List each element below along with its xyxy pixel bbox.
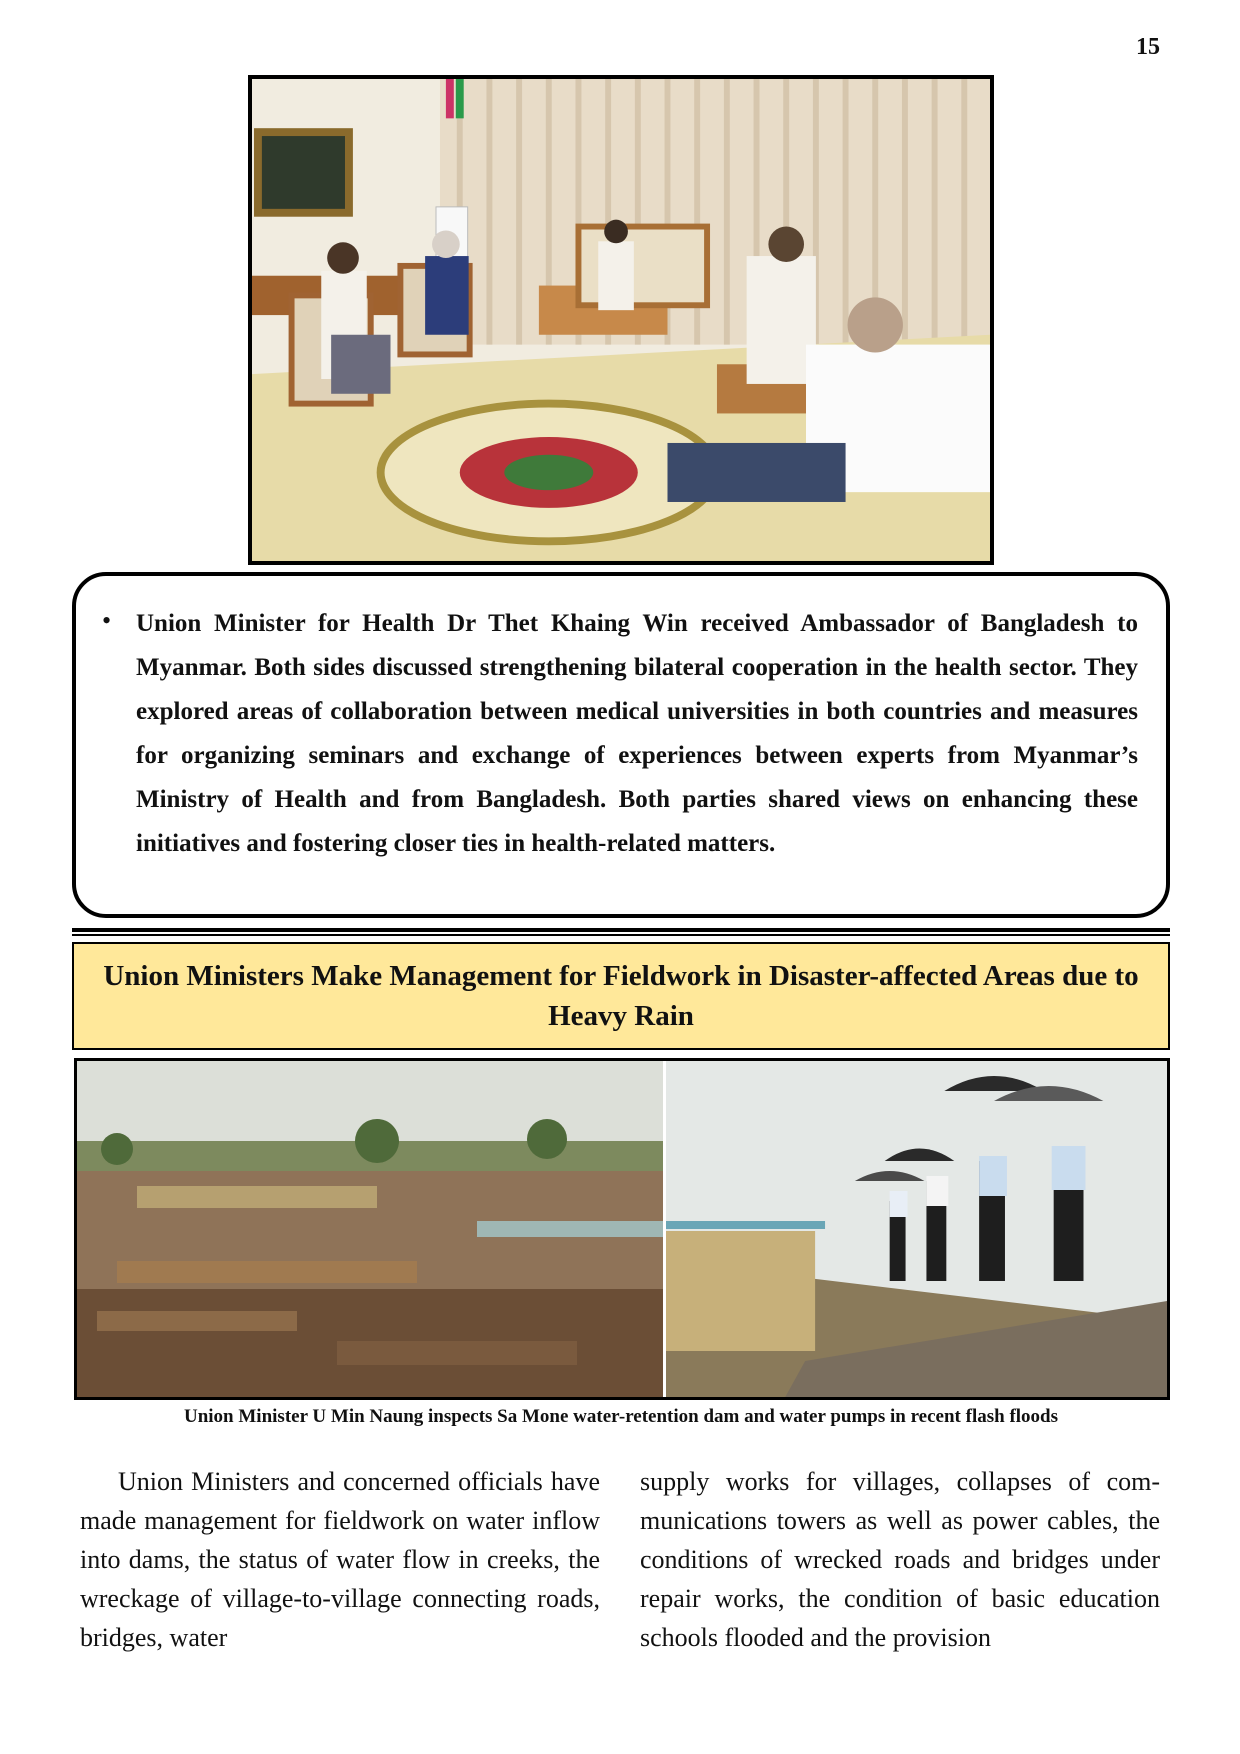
callout-text: Union Minister for Health Dr Thet Khaing Win received Ambassador of Bangladesh to Myanmar. Both sides discussed strengthening bilateral cooperation in the health sector. They explored areas of collaboration between medical universities in both countries and measures for organizing seminars and exchange of experiences between experts from Myanmar’s Ministry of Health and from Bangladesh. Both parties shared views on enhancing these initiatives and fostering closer ties in health-related matters. — [136, 610, 1138, 857]
photo-caption: Union Minister U Min Naung inspects Sa Mone water-retention dam and water pumps in recent flash floods — [183, 1406, 1059, 1427]
article-column-left — [80, 1462, 600, 1657]
article-column-right — [640, 1462, 1160, 1657]
flood-photos — [74, 1058, 1170, 1400]
divider-rule-thin — [72, 934, 1170, 936]
article-paragraph-left: Union Ministers and concerned officials have made management for fieldwork on water inflow into dams, the status of water flow in creeks, the wreckage of village-to-village connecting roads, bridges, water — [80, 1467, 600, 1652]
page-number: 15 — [1136, 34, 1160, 60]
inspection-photo — [666, 1061, 1167, 1397]
headline: Union Ministers Make Management for Fieldwork in Disaster-affected Areas due to Heavy Rain — [72, 942, 1170, 1050]
article-paragraph-right: supply works for villages, collapses of com-munications towers as well as power cables, the conditions of wrecked roads and bridges under repair works, the condition of basic education schools flooded and the provision — [640, 1467, 1160, 1652]
divider-rule — [72, 928, 1170, 932]
news-callout — [72, 572, 1170, 918]
flooded-dam-photo — [77, 1061, 666, 1397]
meeting-photo — [248, 75, 994, 565]
bullet: • — [102, 606, 112, 635]
